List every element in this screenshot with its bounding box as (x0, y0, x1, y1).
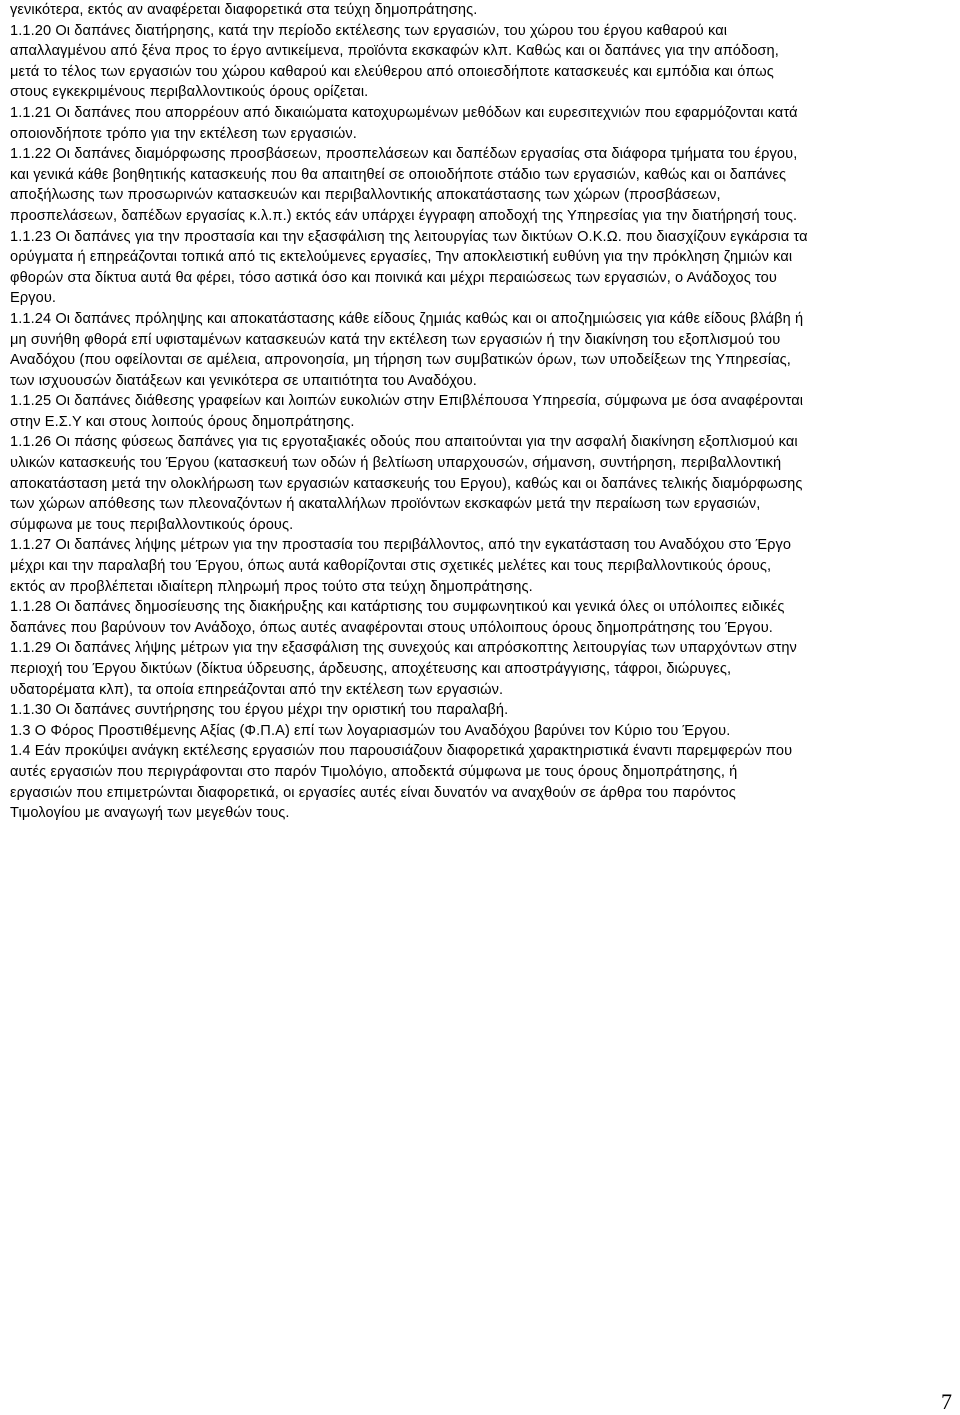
text-line: ορύγματα ή επηρεάζονται τοπικά από τις εκτελούμενες εργασίες, Την αποκλειστική ευθύνη για την πρόκληση ζημιών και (10, 249, 793, 266)
text-line: προσπελάσεων, δαπέδων εργασίας κ.λ.π.) εκτός εάν υπάρχει έγγραφη αποδοχή της Υπηρεσίας για την διατήρησή τους. (10, 207, 798, 224)
text-line: των ισχυουσών διατάξεων και γενικότερα σε υπαιτιότητα του Αναδόχου. (10, 372, 477, 389)
text-line: 1.1.21 Οι δαπάνες που απορρέουν από δικαιώματα κατοχυρωμένων μεθόδων και ευρεσιτεχνιών που εφαρμόζονται κατά (10, 104, 798, 121)
text-line: γενικότερα, εκτός αν αναφέρεται διαφορετικά στα τεύχη δημοπράτησης. (10, 2, 478, 18)
text-line: Τιμολογίου με αναγωγή των μεγεθών τους. (10, 805, 290, 822)
text-line: μέχρι και την παραλαβή του Έργου, όπως αυτά καθορίζονται στις σχετικές μελέτες και τους περιβαλλοντικούς όρους, (10, 558, 772, 575)
text-line: 1.1.28 Οι δαπάνες δημοσίευσης της διακήρυξης και κατάρτισης του συμφωνητικού και γενικά όλες οι υπόλοιπες ειδικές (10, 599, 785, 616)
text-line: Αναδόχου (που οφείλονται σε αμέλεια, απρονοησία, μη τήρηση των συμβατικών όρων, των υποδείξεων της Υπηρεσίας, (10, 352, 791, 369)
text-line: εργασιών που επιμετρώνται διαφορετικά, οι εργασίες αυτές είναι δυνατόν να αναχθούν σε άρθρα του παρόντος (10, 784, 736, 801)
text-line: αποξήλωσης των προσωρινών κατασκευών και περιβαλλοντικής αποκατάστασης των χώρων (προσβάσεων, (10, 187, 721, 204)
text-line: 1.1.20 Οι δαπάνες διατήρησης, κατά την περίοδο εκτέλεσης των εργασιών, του χώρου του έργου καθαρού και (10, 22, 728, 39)
text-line: των χώρων απόθεσης των πλεοναζόντων ή ακαταλλήλων προϊόντων εκσκαφών μετά την περαίωση των εργασιών, (10, 496, 761, 513)
text-line: και γενικά κάθε βοηθητικής κατασκευής που θα απαιτηθεί σε οποιοδήποτε στάδιο των εργασιών, καθώς και οι δαπάνες (10, 166, 787, 183)
text-line: εκτός αν προβλέπεται ιδιαίτερη πληρωμή προς τούτο στα τεύχη δημοπράτησης. (10, 578, 533, 595)
text-line: απαλλαγμένου από ξένα προς το έργο αντικείμενα, προϊόντα εκσκαφών κλπ. Καθώς και οι δαπάνες για την απόδοση, (10, 43, 779, 60)
text-line: Εργου. (10, 290, 57, 307)
text-line: στους εγκεκριμένους περιβαλλοντικούς όρους ορίζεται. (10, 84, 369, 101)
text-line: περιοχή του Έργου δικτύων (δίκτυα ύδρευσης, άρδευσης, αποχέτευσης και αποστράγγισης, τάφροι, διώρυγες, (10, 661, 732, 677)
text-line: 1.4 Εάν προκύψει ανάγκη εκτέλεσης εργασιών που παρουσιάζουν διαφορετικά χαρακτηριστικά έναντι παρεμφερών που (10, 743, 793, 760)
text-line: 1.1.26 Οι πάσης φύσεως δαπάνες για τις εργοταξιακές οδούς που απαιτούνται για την ασφαλή διακίνηση εξοπλισμού και (10, 434, 798, 451)
text-line: 1.1.23 Οι δαπάνες για την προστασία και την εξασφάλιση της λειτουργίας των δικτύων Ο.Κ.Ω. που διασχίζουν εγκάρσια τα (10, 228, 808, 245)
text-line: υδατορέματα κλπ), τα οποία επηρεάζονται από την εκτέλεση των εργασιών. (10, 681, 504, 698)
text-line: φθορών στα δίκτυα αυτά θα φέρει, τόσο αστικά όσο και ποινικά και μέχρι περαιώσεως των εργασιών, ο Ανάδοχος του (10, 269, 777, 286)
text-line: 1.1.25 Οι δαπάνες διάθεσης γραφείων και λοιπών ευκολιών στην Επιβλέπουσα Υπηρεσία, σύμφωνα με όσα αναφέρονται (10, 393, 804, 410)
text-line: 1.1.27 Οι δαπάνες λήψης μέτρων για την προστασία του περιβάλλοντος, από την εγκατάσταση του Αναδόχου στο Έργο (10, 537, 792, 554)
text-line: αποκατάσταση μετά την ολοκλήρωση των εργασιών κατασκευής του Εργου), καθώς και οι δαπάνες τελικής διαμόρφωσης (10, 475, 803, 492)
text-line: οποιονδήποτε τρόπο για την εκτέλεση των εργασιών. (10, 125, 357, 142)
text-line: αυτές εργασιών που περιγράφονται στο παρόν Τιμολόγιο, αποδεκτά σύμφωνα με τους όρους δημοπράτησης, ή (10, 763, 738, 780)
text-line: δαπάνες που βαρύνουν τον Ανάδοχο, όπως αυτές αναφέρονται στους υπόλοιπους όρους δημοπράτησης του Έργου. (10, 619, 773, 636)
text-line: 1.1.29 Οι δαπάνες λήψης μέτρων για την εξασφάλιση της συνεχούς και απρόσκοπτης λειτουργίας των υπαρχόντων στην (10, 640, 797, 657)
text-line: σύμφωνα με τους περιβαλλοντικούς όρους. (10, 516, 294, 533)
text-line: μετά το τέλος των εργασιών του χώρου καθαρού και ελεύθερου από οποιεσδήποτε κατασκευές και εμπόδια και όπως (10, 63, 774, 80)
text-line: μη συνήθη φθορά επί υφισταμένων κατασκευών κατά την εκτέλεση των εργασιών ή την διακίνηση του εξοπλισμού του (10, 331, 781, 348)
text-line: 1.3 Ο Φόρος Προστιθέμενης Αξίας (Φ.Π.Α) επί των λογαριασμών του Αναδόχου βαρύνει τον Κύριο του Έργου. (10, 722, 731, 739)
text-line: στην Ε.Σ.Υ και στους λοιπούς όρους δημοπράτησης. (10, 413, 355, 430)
text-line: υλικών κατασκευής του Έργου (κατασκευή των οδών ή βελτίωση υπαρχουσών, σήμανση, συντήρηση, περιβαλλοντική (10, 455, 782, 472)
text-line: 1.1.30 Οι δαπάνες συντήρησης του έργου μέχρι την οριστική του παραλαβή. (10, 702, 509, 719)
text-line: 1.1.24 Οι δαπάνες πρόληψης και αποκατάστασης κάθε είδους ζημιάς καθώς και οι αποζημιώσεις για κάθε είδους βλάβη ή (10, 310, 804, 327)
page-number: 7 (941, 1389, 952, 1414)
text-line: 1.1.22 Οι δαπάνες διαμόρφωσης προσβάσεων, προσπελάσεων και δαπέδων εργασίας στα διάφορα τμήματα του έργου, (10, 146, 798, 163)
document-body (10, 0, 952, 824)
